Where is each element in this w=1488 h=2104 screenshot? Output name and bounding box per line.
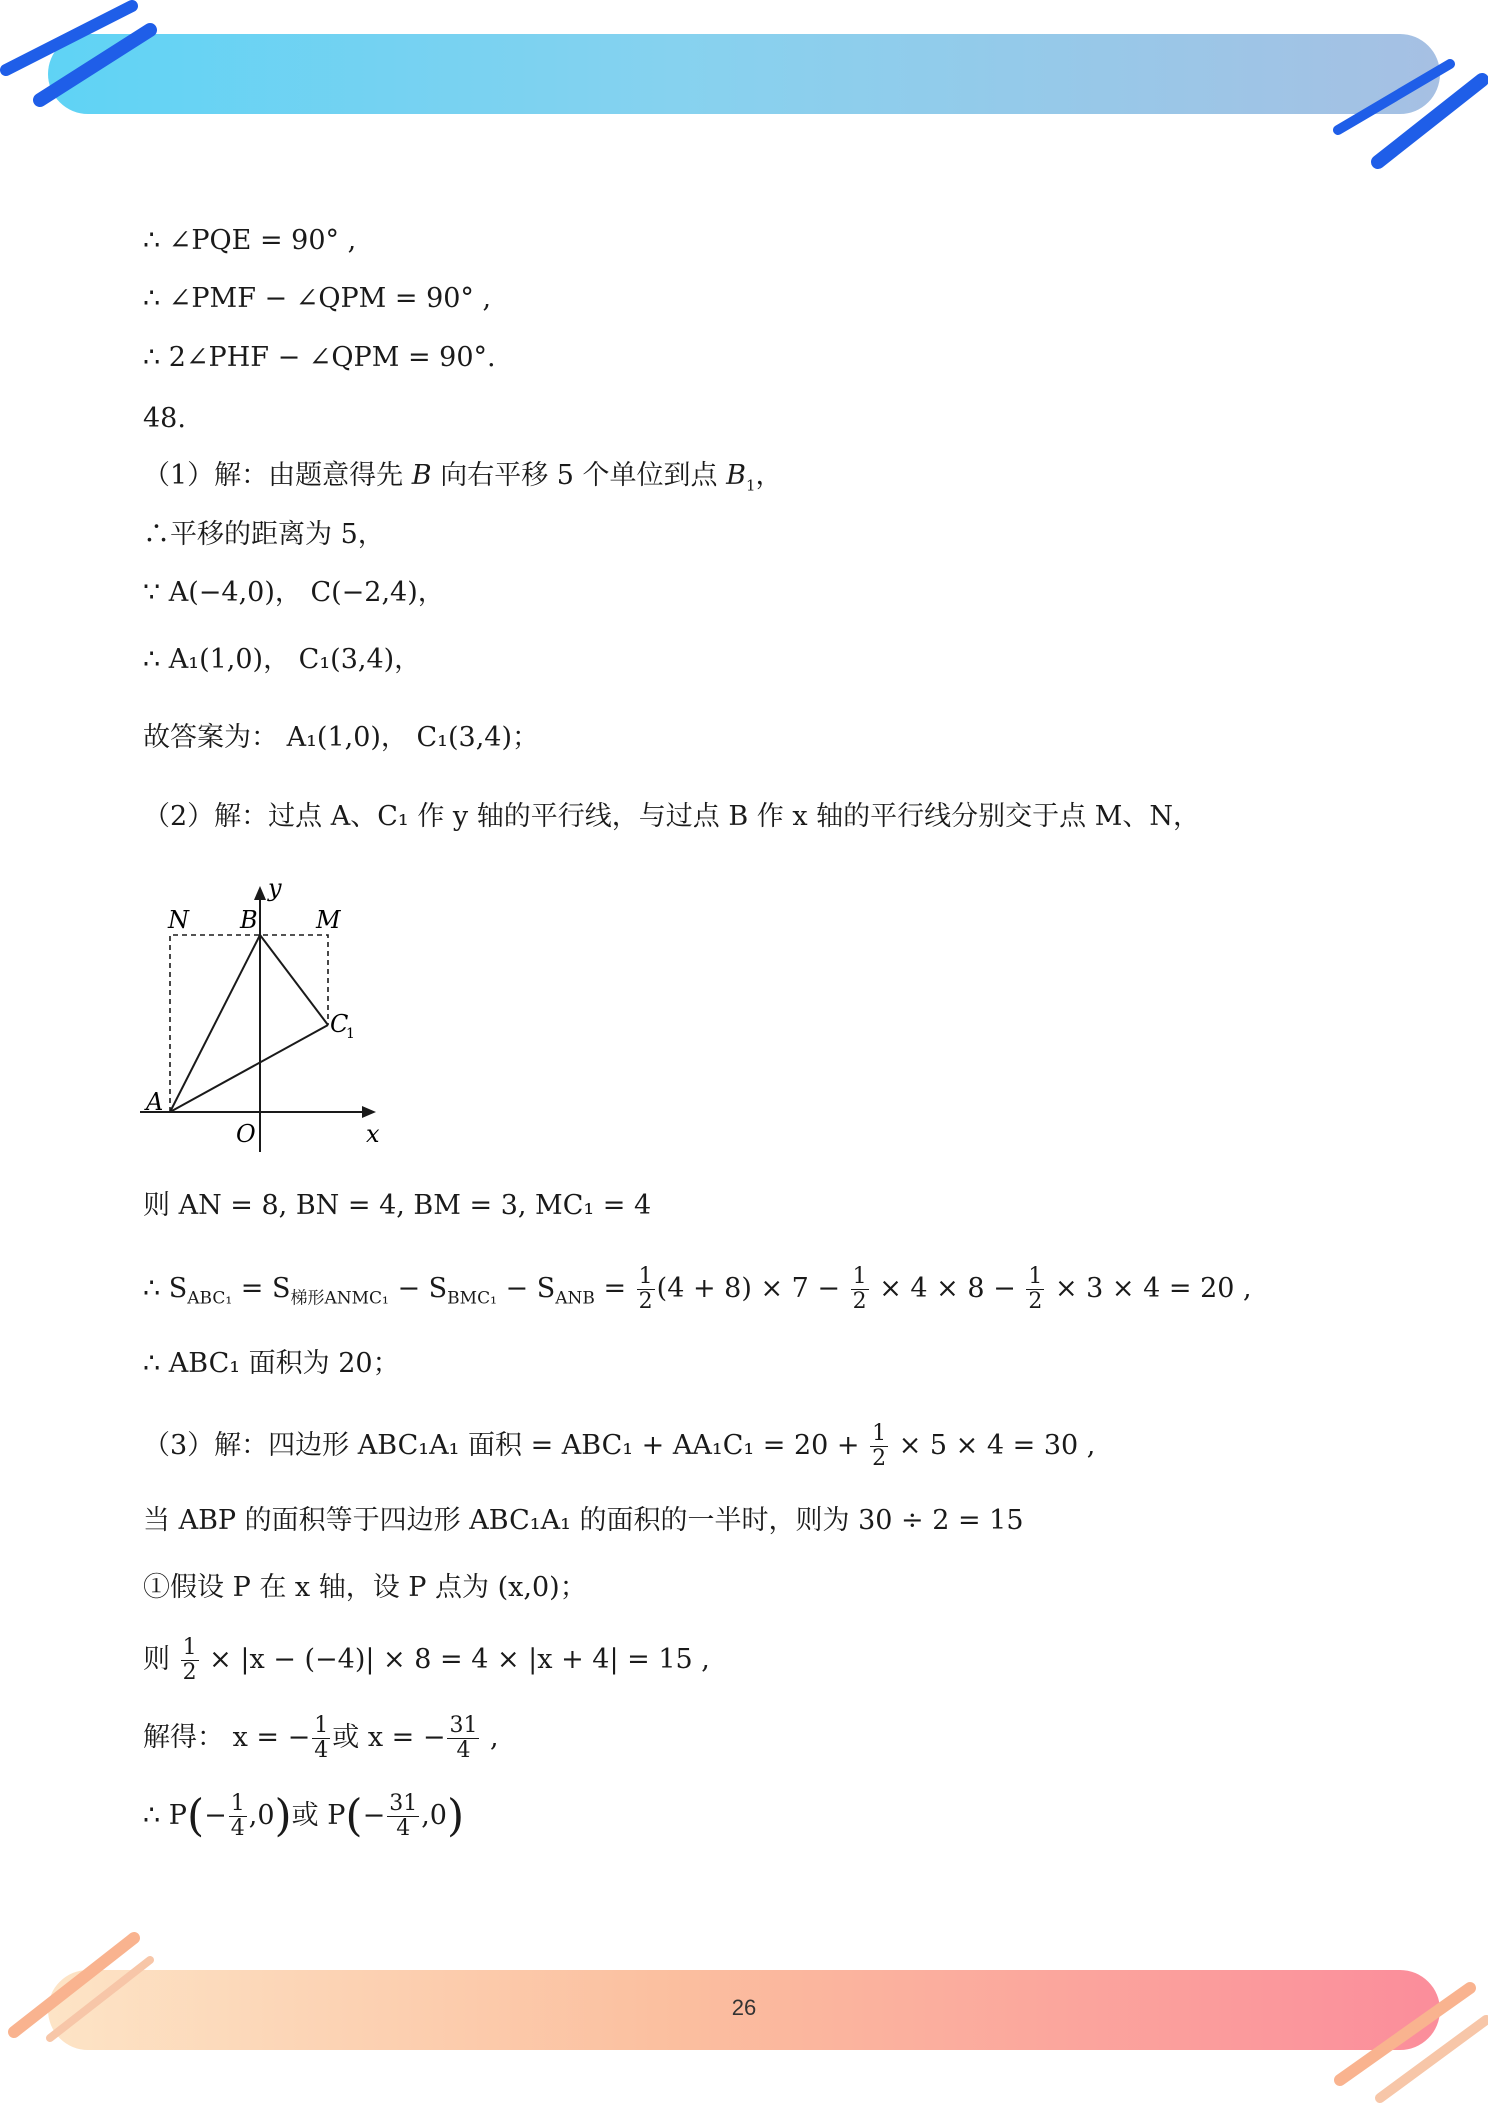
- num: 1: [1028, 1264, 1043, 1289]
- f12-sub4: ANB: [555, 1288, 595, 1309]
- f18-a: 解得： x = −: [143, 1722, 311, 1753]
- fraction-half-1: [637, 1265, 655, 1314]
- footer-stripes-right: [1320, 1970, 1488, 2104]
- num: 1: [182, 1635, 197, 1660]
- f17-a: 则: [143, 1644, 179, 1675]
- label-C1: C: [330, 1010, 349, 1038]
- f14-b: × 5 × 4 = 30 ,: [890, 1430, 1096, 1461]
- dashed-guides: [170, 935, 328, 1112]
- header-banner: [48, 34, 1440, 114]
- coordinate-figure: [140, 880, 400, 1160]
- header-stripes-right: [1320, 50, 1488, 180]
- label-C1-sub: 1: [346, 1026, 355, 1042]
- f12-p1: (4 + 8) × 7 −: [656, 1273, 849, 1304]
- text-line-1: ∴ ∠PQE = 90° ,: [143, 225, 357, 256]
- footer-stripes-left: [0, 1920, 170, 2050]
- f12-m1: − S: [388, 1273, 448, 1304]
- l5b: B: [411, 460, 432, 491]
- label-A: A: [146, 1088, 164, 1116]
- f19-c: ,0: [248, 1800, 275, 1831]
- den: 2: [852, 1289, 867, 1314]
- f18-c: ,: [481, 1722, 499, 1753]
- f12-sub3: BMC₁: [447, 1288, 497, 1309]
- f12-p3: × 3 × 4 = 20 ,: [1046, 1273, 1252, 1304]
- point-result-line: [143, 1792, 464, 1841]
- den: 2: [182, 1660, 197, 1685]
- paren-open-2: (: [345, 1790, 363, 1842]
- den: 4: [314, 1738, 329, 1763]
- y-axis-arrow-icon: [254, 886, 266, 900]
- equation-line: [143, 1636, 710, 1685]
- area-formula: [143, 1265, 1252, 1318]
- text-line-11: 则 AN = 8, BN = 4, BM = 3, MC₁ = 4: [143, 1190, 652, 1221]
- fraction-quarter: [312, 1714, 330, 1763]
- fraction-31-4-2: [387, 1792, 419, 1841]
- f12-sub2: 梯形ANMC₁: [290, 1288, 389, 1309]
- f12-p2: × 4 × 8 −: [870, 1273, 1025, 1304]
- text-line-7: ∵ A(−4,0)， C(−2,4)，: [143, 577, 445, 608]
- num: 1: [852, 1264, 867, 1289]
- f14-a: （3）解：四边形 ABC₁A₁ 面积 = ABC₁ + AA₁C₁ = 20 +: [143, 1430, 869, 1461]
- l5a: （1）解：由题意得先: [143, 460, 412, 491]
- label-x: x: [366, 1120, 380, 1148]
- f18-b: 或 x = −: [332, 1722, 446, 1753]
- paren-close-2: ): [446, 1790, 465, 1842]
- num: 1: [314, 1713, 329, 1738]
- f12-eq2: =: [594, 1273, 635, 1304]
- page-number: 26: [731, 1995, 757, 2020]
- f19-d: 或 P: [291, 1800, 346, 1831]
- label-B: B: [240, 906, 258, 934]
- fraction-half-3: [1026, 1265, 1044, 1314]
- den: 4: [456, 1738, 471, 1763]
- num: 1: [230, 1791, 245, 1816]
- segment-AC1: [170, 1025, 328, 1112]
- label-M: M: [316, 906, 341, 934]
- text-line-5: [143, 456, 783, 505]
- l5d: B: [726, 460, 746, 491]
- f17-b: × |x − (−4)| × 8 = 4 × |x + 4| = 15 ,: [200, 1644, 710, 1675]
- f19-e: −: [362, 1800, 386, 1831]
- f19-a: ∴ P: [143, 1800, 187, 1831]
- fraction-quarter-2: [229, 1792, 247, 1841]
- segment-AB: [170, 935, 260, 1112]
- fraction-half-4: [870, 1422, 888, 1471]
- solution-line: [143, 1714, 499, 1763]
- fraction-31-4: [447, 1714, 479, 1763]
- x-axis-arrow-icon: [362, 1106, 376, 1118]
- l5c: 向右平移 5 个单位到点: [431, 460, 727, 491]
- den: 2: [872, 1446, 887, 1471]
- label-N: N: [168, 906, 189, 934]
- f19-f: ,0: [421, 1800, 447, 1831]
- text-line-2: ∴ ∠PMF − ∠QPM = 90° ,: [143, 283, 492, 314]
- l5e: 1: [745, 476, 756, 495]
- text-line-9: 故答案为： A₁(1,0)， C₁(3,4)；: [143, 722, 539, 753]
- num: 1: [872, 1421, 887, 1446]
- text-line-8: ∴ A₁(1,0)， C₁(3,4)，: [143, 644, 422, 675]
- f19-b: −: [204, 1800, 227, 1831]
- text-line-15: 当 ABP 的面积等于四边形 ABC₁A₁ 的面积的一半时，则为 30 ÷ 2 = 15: [143, 1505, 1024, 1536]
- segment-BC1: [260, 935, 328, 1025]
- label-y: y: [268, 880, 282, 902]
- f12-sub1: ABC₁: [187, 1288, 233, 1309]
- text-line-10: （2）解：过点 A、C₁ 作 y 轴的平行线，与过点 B 作 x 轴的平行线分别交于点 M、N，: [143, 801, 1200, 832]
- den: 4: [396, 1816, 411, 1841]
- den: 4: [230, 1816, 245, 1841]
- fraction-half-5: [181, 1636, 199, 1685]
- text-line-16: ①假设 P 在 x 轴，设 P 点为 (x,0)；: [143, 1572, 587, 1603]
- den: 2: [1028, 1289, 1043, 1314]
- paren-open-1: (: [186, 1790, 205, 1842]
- text-line-13: ∴ ABC₁ 面积为 20；: [143, 1348, 400, 1379]
- header-stripes-left: [0, 0, 160, 120]
- text-line-6: ∴平移的距离为 5，: [143, 519, 385, 550]
- den: 2: [638, 1289, 653, 1314]
- l5f: ，: [755, 460, 783, 491]
- num: 1: [638, 1264, 653, 1289]
- f12-m2: − S: [496, 1273, 556, 1304]
- f12-lead: ∴ S: [143, 1273, 188, 1304]
- num: 31: [449, 1713, 478, 1738]
- fraction-half-2: [851, 1265, 869, 1314]
- paren-close-1: ): [274, 1790, 292, 1842]
- label-O: O: [236, 1120, 256, 1148]
- f12-eq1: = S: [232, 1273, 291, 1304]
- problem-number: 48.: [143, 403, 186, 434]
- text-line-3: ∴ 2∠PHF − ∠QPM = 90°.: [143, 342, 496, 373]
- num: 31: [389, 1791, 418, 1816]
- quad-area-formula: [143, 1422, 1095, 1471]
